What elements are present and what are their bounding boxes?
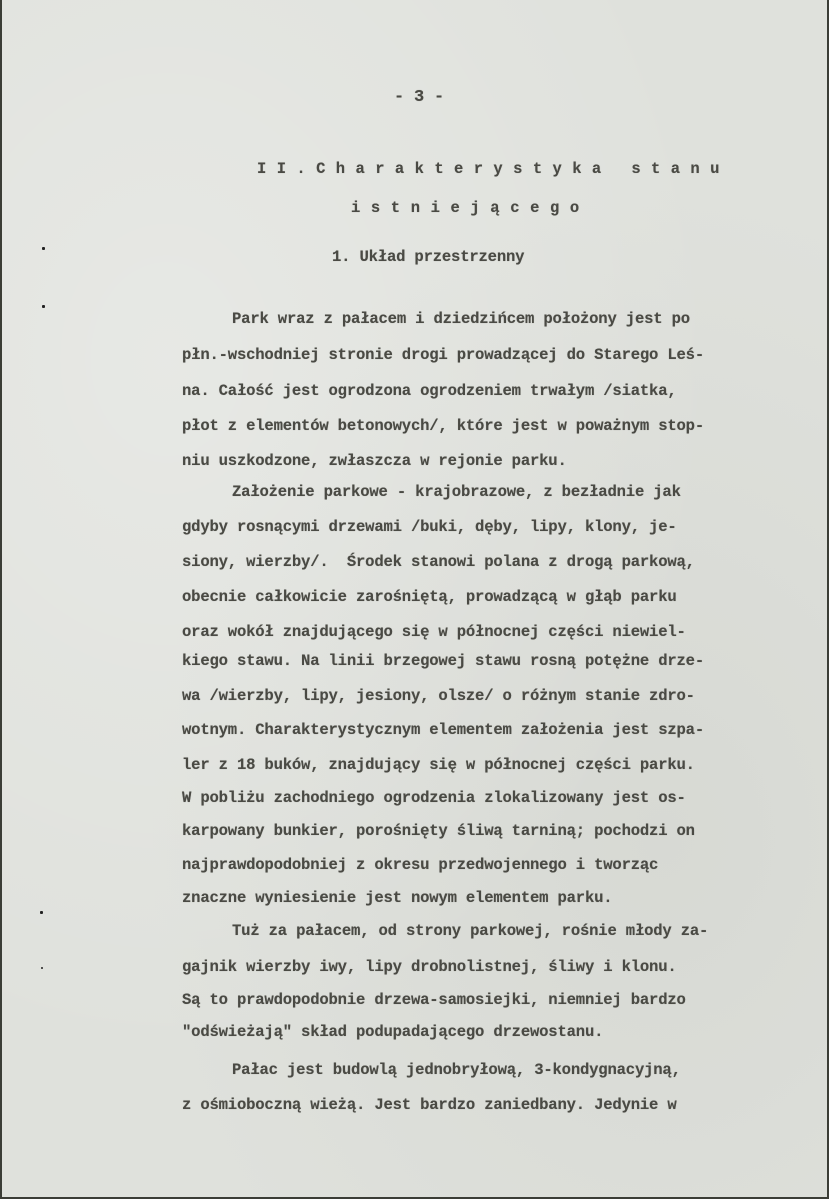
text-line: oraz wokół znajdującego się w północnej części niewiel- bbox=[182, 623, 686, 641]
text-line: ler z 18 buków, znajdujący się w północnej części parku. bbox=[182, 756, 695, 774]
margin-mark bbox=[42, 247, 45, 250]
text-line: płot z elementów betonowych/, które jest w poważnym stop- bbox=[182, 417, 704, 435]
margin-mark bbox=[41, 967, 43, 969]
text-line: płn.-wschodniej stronie drogi prowadzącej do Starego Leś- bbox=[182, 346, 704, 364]
text-line: najprawdopodobniej z okresu przedwojennego i tworząc bbox=[182, 856, 659, 874]
document-page bbox=[2, 0, 827, 1197]
text-line: niu uszkodzone, zwłaszcza w rejonie parku. bbox=[182, 452, 567, 470]
paragraph-first-line: Park wraz z pałacem i dziedzińcem położony jest po bbox=[232, 310, 690, 328]
margin-mark bbox=[42, 305, 45, 308]
paragraph-first-line: Założenie parkowe - krajobrazowe, z bezładnie jak bbox=[232, 483, 681, 501]
text-line: obecnie całkowicie zarośniętą, prowadzącą w głąb parku bbox=[182, 588, 677, 606]
text-line: gdyby rosnącymi drzewami /buki, dęby, lipy, klony, je- bbox=[182, 518, 677, 536]
section-title-line-2: istniejącego bbox=[351, 199, 590, 217]
text-line: z ośmioboczną wieżą. Jest bardzo zaniedbany. Jedynie w bbox=[182, 1096, 677, 1114]
paragraph-first-line: Tuż za pałacem, od strony parkowej, rośnie młody za- bbox=[232, 922, 709, 940]
subsection-title: 1. Układ przestrzenny bbox=[332, 248, 525, 266]
text-line: W pobliżu zachodniego ogrodzenia zlokalizowany jest os- bbox=[182, 789, 686, 807]
section-title-line-1: II.Charakterystyka stanu bbox=[257, 160, 730, 178]
text-line: gajnik wierzby iwy, lipy drobnolistnej, śliwy i klonu. bbox=[182, 958, 677, 976]
margin-mark bbox=[40, 911, 43, 914]
page-number: - 3 - bbox=[394, 88, 445, 107]
text-line: siony, wierzby/. Środek stanowi polana z drogą parkową, bbox=[182, 553, 695, 571]
text-line: "odświeżają" skład podupadającego drzewostanu. bbox=[182, 1023, 604, 1041]
text-line: na. Całość jest ogrodzona ogrodzeniem trwałym /siatka, bbox=[182, 382, 677, 400]
text-line: wotnym. Charakterystycznym elementem założenia jest szpa- bbox=[182, 721, 704, 739]
paragraph-first-line: Pałac jest budowlą jednobryłową, 3-kondygnacyjną, bbox=[232, 1061, 681, 1079]
text-line: znaczne wyniesienie jest nowym elementem parku. bbox=[182, 889, 613, 907]
text-line: Są to prawdopodobnie drzewa-samosiejki, niemniej bardzo bbox=[182, 991, 686, 1009]
text-line: wa /wierzby, lipy, jesiony, olsze/ o różnym stanie zdro- bbox=[182, 687, 695, 705]
text-line: karpowany bunkier, porośnięty śliwą tarniną; pochodzi on bbox=[182, 822, 695, 840]
text-line: kiego stawu. Na linii brzegowej stawu rosną potężne drze- bbox=[182, 652, 704, 670]
